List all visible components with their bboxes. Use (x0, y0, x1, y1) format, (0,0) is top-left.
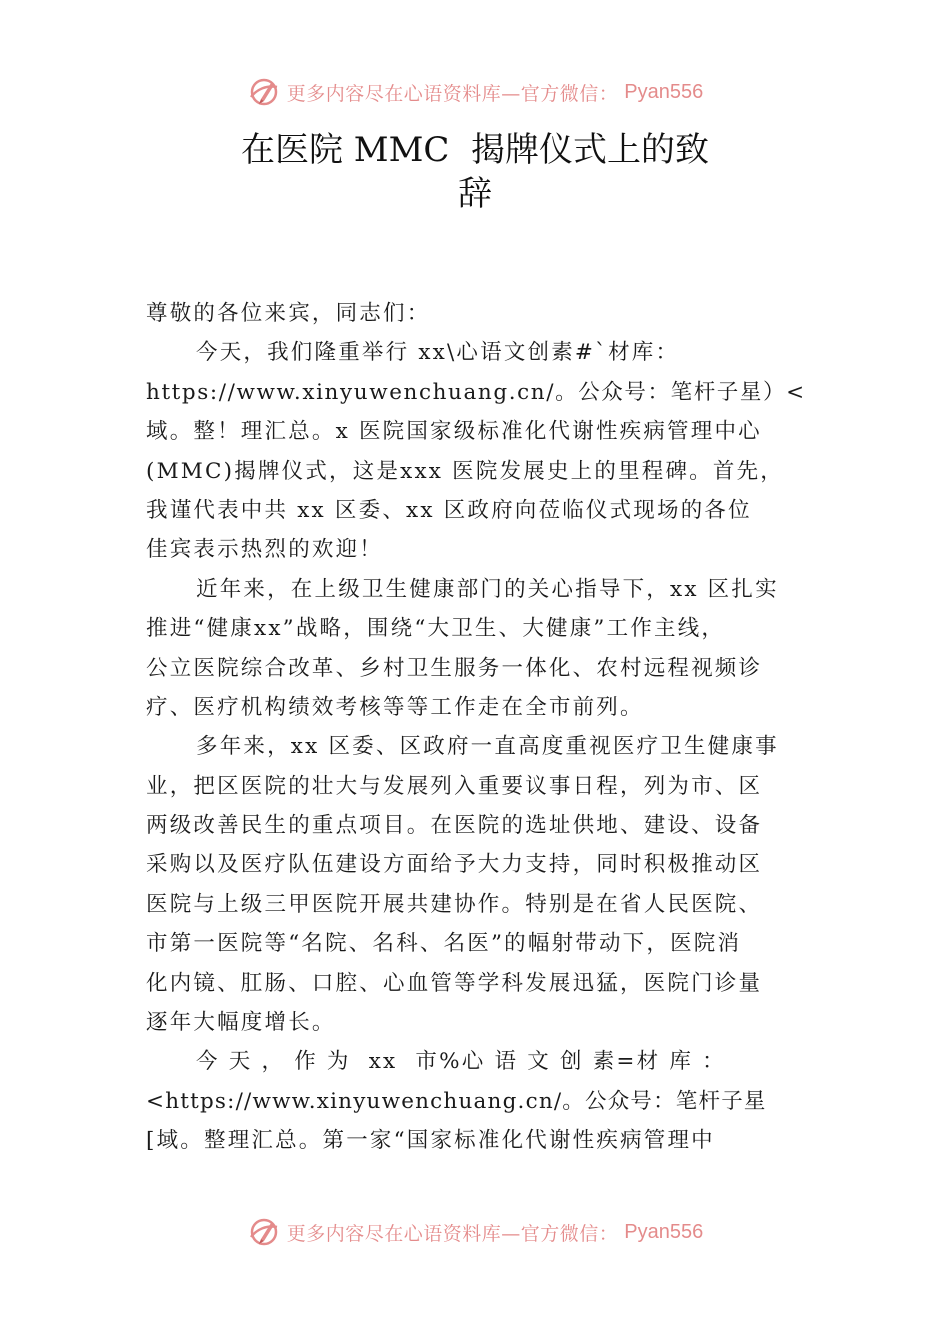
watermark-text: 更多内容尽在心语资料库—官方微信： (286, 82, 619, 105)
document-body (146, 294, 810, 1161)
body-line: 我谨代表中共 xx 区委、xx 区政府向莅临仪式现场的各位 (146, 497, 752, 523)
body-line: 医院与上级三甲医院开展共建协作。特别是在省人民医院、 (146, 891, 763, 917)
body-line: 佳宾表示热烈的欢迎！ (146, 537, 384, 563)
body-line: 今天，我们隆重举行 xx\心语文创素#`材库： (196, 340, 680, 366)
body-line: 逐年大幅度增长。 (146, 1010, 336, 1036)
body-line: 今 天 ， 作 为 xx 市%心 语 文 创 素=材 库 ： (196, 1049, 726, 1075)
body-line: 公立医院综合改革、乡村卫生服务一体化、农村远程视频诊 (146, 655, 763, 681)
body-line: 市第一医院等“名院、名科、名医”的幅射带动下，医院消 (146, 931, 742, 957)
header-watermark (0, 72, 950, 112)
watermark-text: 更多内容尽在心语资料库—官方微信： (286, 1222, 619, 1245)
salutation: 尊敬的各位来宾，同志们： (146, 301, 431, 326)
watermark-wechat-id: Pyan556 (624, 80, 704, 103)
title-line-1: 在医院 MMC 揭牌仪式上的致 (240, 130, 710, 170)
watermark-wechat-id: Pyan556 (624, 1220, 704, 1243)
body-line: 化内镜、肛肠、口腔、心血管等学科发展迅猛，医院门诊量 (146, 970, 763, 996)
body-line: (MMC)揭牌仪式，这是xxx 医院发展史上的里程碑。首先， (146, 458, 784, 484)
document-title (150, 128, 800, 216)
body-line: 近年来，在上级卫生健康部门的关心指导下，xx 区扎实 (196, 576, 779, 602)
body-line: 业，把区医院的壮大与发展列入重要议事日程，列为市、区 (146, 773, 763, 799)
pen-logo-icon (247, 75, 281, 109)
body-line: 域。整！理汇总。x 医院国家级标准化代谢性疾病管理中心 (146, 419, 762, 445)
footer-watermark (0, 1212, 950, 1252)
body-line: 多年来，xx 区委、区政府一直高度重视医疗卫生健康事 (196, 734, 779, 760)
body-line: https://www.xinyuwenchuang.cn/。公众号：笔杆子星）< (146, 379, 806, 405)
body-line: 推进“健康xx”战略，围绕“大卫生、大健康”工作主线， (146, 616, 726, 642)
pen-logo-icon (247, 1215, 281, 1249)
body-line: [域。整理汇总。第一家“国家标准化代谢性疾病管理中 (146, 1128, 715, 1154)
body-line: 采购以及医疗队伍建设方面给予大力支持，同时积极推动区 (146, 852, 763, 878)
body-line: 两级改善民生的重点项目。在医院的选址供地、建设、设备 (146, 813, 763, 839)
title-line-2: 辞 (458, 174, 492, 214)
body-line: 疗、医疗机构绩效考核等等工作走在全市前列。 (146, 694, 644, 720)
body-line: <https://www.xinyuwenchuang.cn/。公众号：笔杆子星 (146, 1088, 767, 1114)
